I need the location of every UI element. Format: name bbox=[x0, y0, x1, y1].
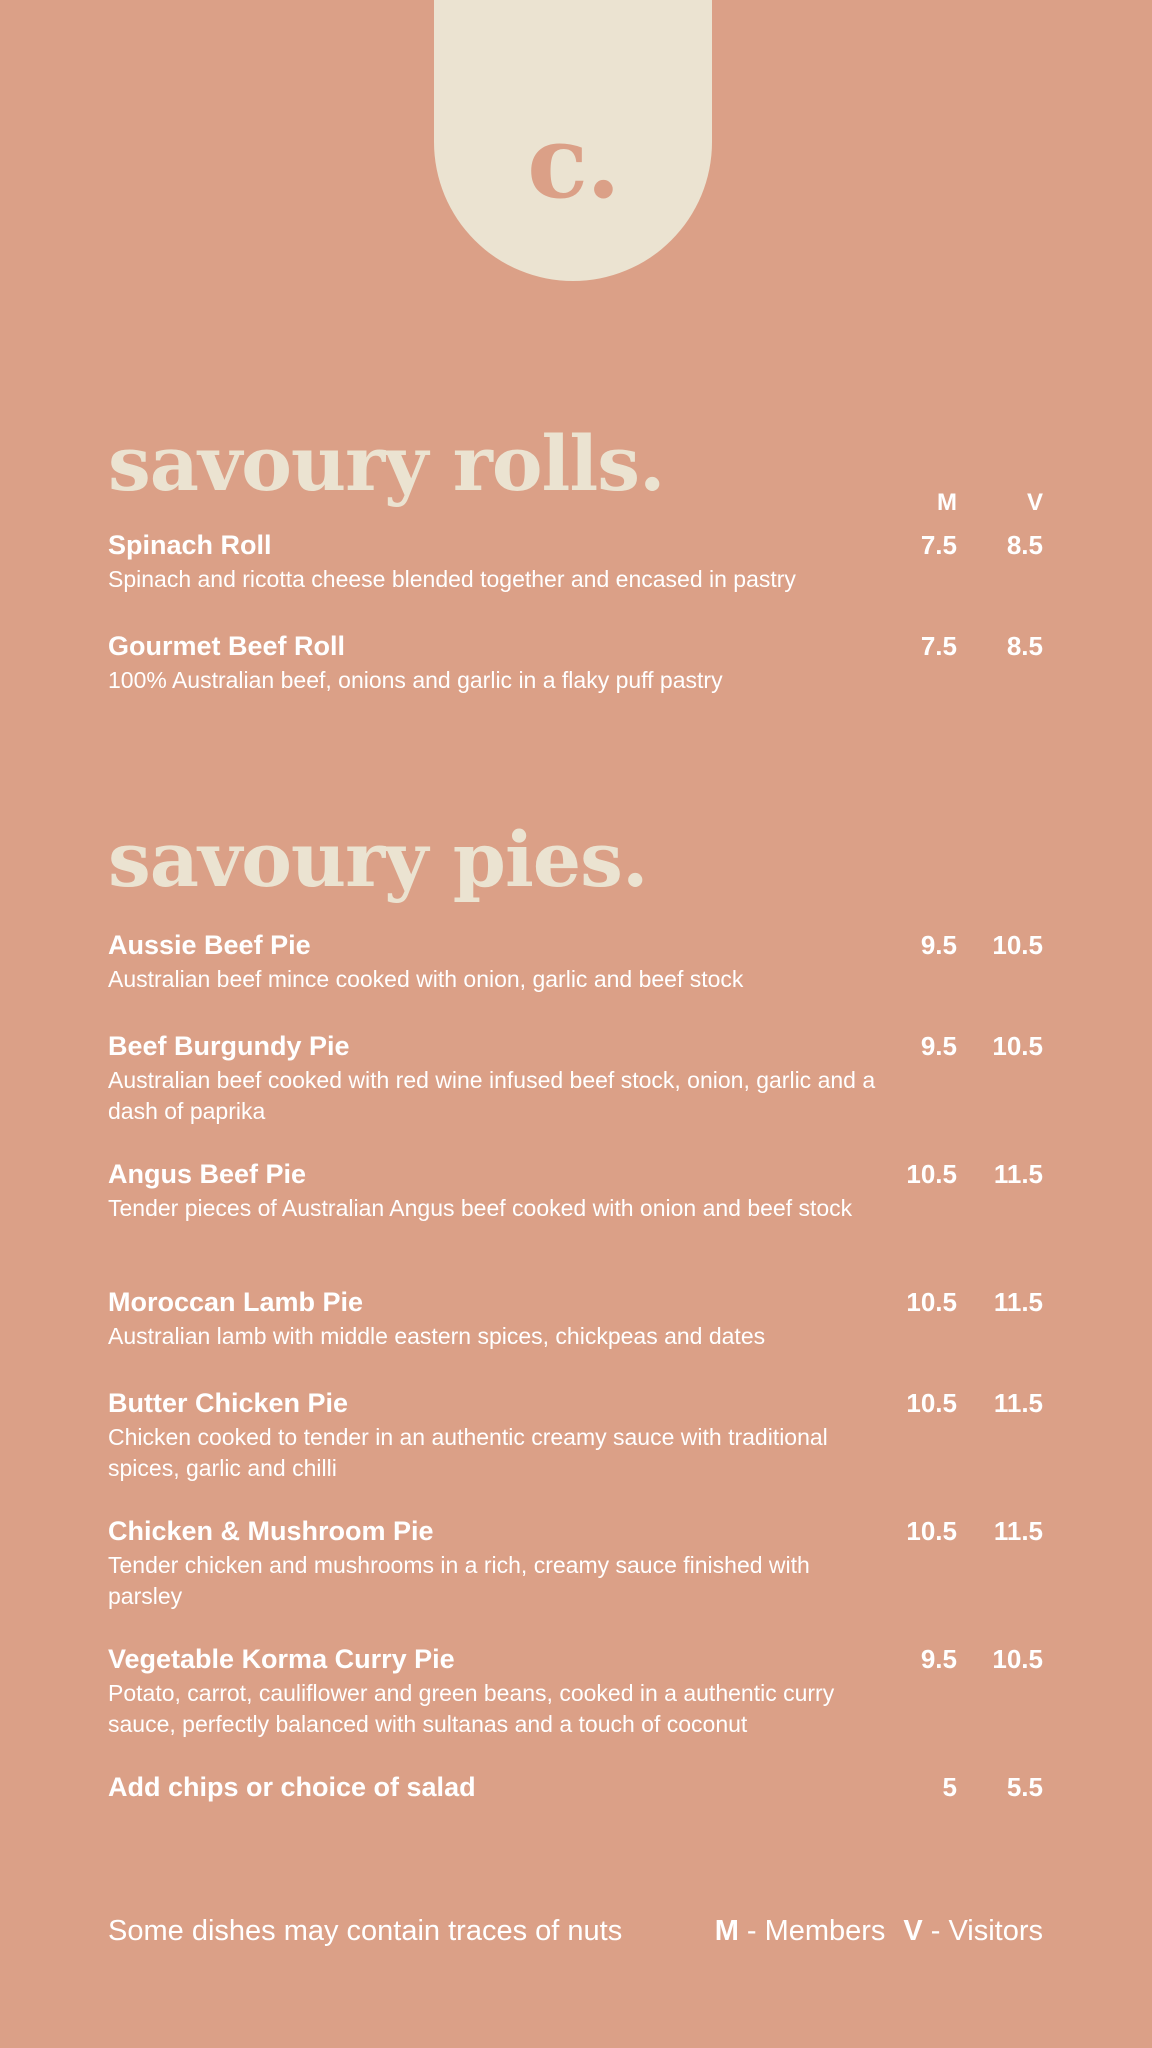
item-description: Potato, carrot, cauliflower and green beans, cooked in a authentic curry sauce, perfectly balanced with sultanas and a touch of coconut bbox=[108, 1680, 835, 1737]
price-visitors: 8.5 bbox=[1006, 530, 1043, 560]
legend-separator: - bbox=[746, 1915, 757, 1947]
item-name: Angus Beef Pie bbox=[108, 1159, 307, 1189]
price-visitors: 10.5 bbox=[992, 930, 1043, 960]
price-visitors: 11.5 bbox=[993, 1388, 1043, 1418]
price-members: 10.5 bbox=[906, 1516, 957, 1546]
item-description: Tender chicken and mushrooms in a rich, creamy sauce finished with parsley bbox=[108, 1552, 810, 1609]
item-name: Butter Chicken Pie bbox=[108, 1388, 349, 1418]
price-visitors: 11.5 bbox=[993, 1159, 1043, 1189]
item-name: Add chips or choice of salad bbox=[108, 1772, 476, 1802]
column-header-visitors: V bbox=[1026, 489, 1043, 516]
menu-item-angus-beef-pie bbox=[108, 1156, 1043, 1284]
item-description: Chicken cooked to tender in an authentic creamy sauce with traditional spices, garlic and chilli bbox=[108, 1424, 828, 1481]
legend-visitors-key: V bbox=[903, 1915, 923, 1947]
item-name: Aussie Beef Pie bbox=[108, 930, 311, 960]
menu-item-vegetable-korma-curry-pie bbox=[108, 1641, 1043, 1769]
price-members: 7.5 bbox=[920, 631, 957, 661]
menu-item-gourmet-beef-roll bbox=[108, 628, 1043, 696]
price-members: 9.5 bbox=[920, 930, 957, 960]
price-members: 10.5 bbox=[906, 1159, 957, 1189]
section-title-pies: savoury pies. bbox=[108, 815, 648, 904]
item-name: Gourmet Beef Roll bbox=[108, 631, 346, 661]
menu-item-aussie-beef-pie bbox=[108, 927, 1043, 1028]
legend-separator: - bbox=[930, 1915, 941, 1947]
allergen-note: Some dishes may contain traces of nuts bbox=[108, 1915, 623, 1947]
item-name: Spinach Roll bbox=[108, 530, 272, 560]
item-description: Tender pieces of Australian Angus beef cooked with onion and beef stock bbox=[108, 1195, 853, 1221]
rolls-list bbox=[108, 527, 1043, 696]
price-visitors: 11.5 bbox=[993, 1516, 1043, 1546]
price-members: 10.5 bbox=[906, 1388, 957, 1418]
price-members: 10.5 bbox=[906, 1287, 957, 1317]
item-name: Chicken & Mushroom Pie bbox=[108, 1516, 434, 1546]
item-name: Beef Burgundy Pie bbox=[108, 1031, 350, 1061]
item-description: Australian beef mince cooked with onion, garlic and beef stock bbox=[108, 966, 744, 992]
column-header-members: M bbox=[937, 489, 957, 516]
price-visitors: 5.5 bbox=[1006, 1772, 1043, 1802]
item-description: 100% Australian beef, onions and garlic in a flaky puff pastry bbox=[108, 667, 723, 693]
price-members: 9.5 bbox=[920, 1031, 957, 1061]
price-members: 5 bbox=[942, 1772, 957, 1802]
item-description: Australian beef cooked with red wine infused beef stock, onion, garlic and a dash of paprika bbox=[108, 1067, 876, 1124]
legend-visitors-label: Visitors bbox=[948, 1915, 1043, 1947]
pies-list bbox=[108, 927, 1043, 1805]
item-description: Spinach and ricotta cheese blended together and encased in pastry bbox=[108, 566, 796, 592]
item-name: Moroccan Lamb Pie bbox=[108, 1287, 364, 1317]
footer bbox=[108, 1911, 1043, 1951]
price-members: 9.5 bbox=[920, 1644, 957, 1674]
price-legend bbox=[715, 1911, 1043, 1951]
menu-item-spinach-roll bbox=[108, 527, 1043, 628]
menu-item-butter-chicken-pie bbox=[108, 1385, 1043, 1513]
logo-badge bbox=[434, 0, 712, 281]
price-visitors: 8.5 bbox=[1006, 631, 1043, 661]
item-description: Australian lamb with middle eastern spices, chickpeas and dates bbox=[108, 1323, 766, 1349]
legend-members-key: M bbox=[714, 1915, 739, 1947]
menu-item-add-chips-or-salad bbox=[108, 1769, 1043, 1805]
logo-letter: c. bbox=[527, 103, 619, 221]
menu-item-chicken-mushroom-pie bbox=[108, 1513, 1043, 1641]
item-name: Vegetable Korma Curry Pie bbox=[108, 1644, 455, 1674]
price-visitors: 10.5 bbox=[992, 1031, 1043, 1061]
price-members: 7.5 bbox=[920, 530, 957, 560]
legend-members-label: Members bbox=[764, 1915, 886, 1947]
menu-item-moroccan-lamb-pie bbox=[108, 1284, 1043, 1385]
price-visitors: 10.5 bbox=[992, 1644, 1043, 1674]
price-visitors: 11.5 bbox=[993, 1287, 1043, 1317]
section-title-rolls: savoury rolls. bbox=[108, 419, 665, 508]
menu-item-beef-burgundy-pie bbox=[108, 1028, 1043, 1156]
